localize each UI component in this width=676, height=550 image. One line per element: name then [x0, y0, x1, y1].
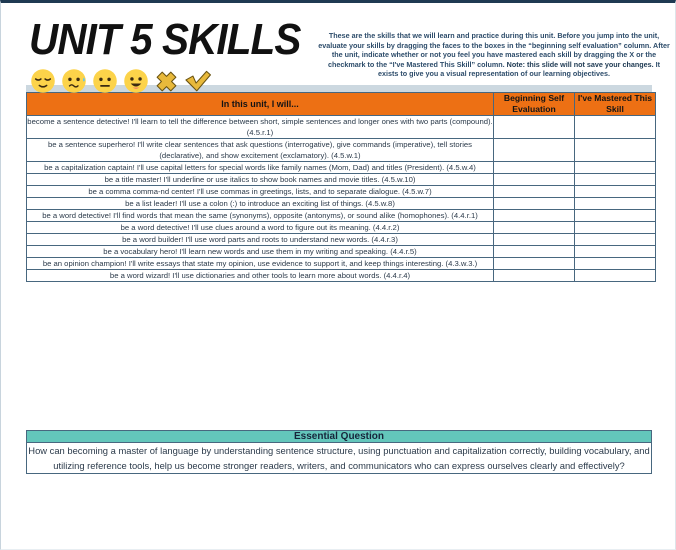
mastered-skill-dropzone[interactable] [575, 246, 656, 258]
skill-description-cell: be a sentence superhero! I'll write clear sentences that ask questions (interrogative), give commands (imperative), tell stories (declarative), and show excitement (exclamatory). (4.5.w.1) [27, 139, 494, 162]
table-row [27, 234, 656, 246]
x-mark-icon[interactable] [154, 69, 179, 94]
table-row [27, 222, 656, 234]
beginning-self-evaluation-dropzone[interactable] [494, 174, 575, 186]
face-neutral-icon[interactable] [92, 68, 118, 94]
mastered-skill-dropzone[interactable] [575, 139, 656, 162]
skills-table [26, 92, 656, 282]
table-row [27, 258, 656, 270]
mastered-skill-dropzone[interactable] [575, 162, 656, 174]
skill-description-cell: be a vocabulary hero! I'll learn new words and use them in my writing and speaking. (4.4.r.5) [27, 246, 494, 258]
table-row [27, 116, 656, 139]
beginning-self-evaluation-dropzone[interactable] [494, 210, 575, 222]
essential-question-heading: Essential Question [27, 431, 652, 443]
intro-part-1: These are the skills that we will learn and practice during this unit. Before you jump into the unit, evaluate your skills by dragging the faces to the boxes in the “beginning self evaluation” column. After the unit, indicate whether or not you feel you have mastered each skill by dragging the X or the checkmark to the “I've Mastered This Skill” column. [318, 31, 670, 69]
skill-description-cell: be a list leader! I'll use a colon (:) to introduce an exciting list of things. (4.5.w.8) [27, 198, 494, 210]
beginning-self-evaluation-dropzone[interactable] [494, 198, 575, 210]
skill-description-cell: become a sentence detective! I'll learn to tell the difference between short, simple sentences and longer ones with two parts (compound). (4.5.r.1) [27, 117, 493, 137]
table-row [27, 139, 656, 162]
beginning-self-evaluation-dropzone[interactable] [494, 186, 575, 198]
beginning-self-evaluation-dropzone[interactable] [494, 258, 575, 270]
table-header-row [27, 93, 656, 116]
skill-description-cell: be a capitalization captain! I'll use capital letters for special words like family names (Mom, Dad) and titles (President). (4.5.w.4) [27, 162, 494, 174]
essential-question-heading-row [27, 431, 652, 443]
skill-description-cell: be a title master! I'll underline or use italics to show book names and movie titles. (4.5.w.10) [27, 174, 494, 186]
beginning-self-evaluation-dropzone[interactable] [494, 270, 575, 282]
essential-question-text: How can becoming a master of language by understanding sentence structure, using punctuation and capitalization correctly, building vocabulary, and utilizing reference tools, help us become stronger readers, writers, and communicators who can express ourselves clearly and effectively? [27, 443, 652, 474]
mastered-skill-dropzone[interactable] [575, 186, 656, 198]
face-grinning-icon[interactable] [123, 68, 149, 94]
mastered-skill-dropzone[interactable] [575, 174, 656, 186]
skill-description-cell: be an opinion champion! I'll write essays that state my opinion, use evidence to support it, and keep things interesting. (4.3.w.3.) [27, 258, 494, 270]
draggable-token-tray [30, 67, 212, 95]
table-row [27, 162, 656, 174]
mastered-skill-dropzone[interactable] [575, 258, 656, 270]
essential-question-body-row [27, 443, 652, 474]
intro-part-2: It exists to give you a visual representation of our learning objectives. [377, 59, 661, 79]
mastered-skill-dropzone[interactable] [575, 270, 656, 282]
page-title: UNIT 5 SKILLS [29, 15, 301, 64]
beginning-self-evaluation-dropzone[interactable] [494, 139, 575, 162]
beginning-self-evaluation-dropzone[interactable] [494, 246, 575, 258]
column-header-beginning-self-evaluation: Beginning Self Evaluation [494, 93, 575, 116]
beginning-self-evaluation-dropzone[interactable] [494, 116, 575, 139]
mastered-skill-dropzone[interactable] [575, 222, 656, 234]
check-mark-icon[interactable] [184, 69, 212, 94]
column-header-ive-mastered-this-skill: I've Mastered This Skill [575, 93, 656, 116]
mastered-skill-dropzone[interactable] [575, 198, 656, 210]
essential-question-table [26, 430, 652, 474]
face-worried-sweat-icon[interactable] [61, 68, 87, 94]
skill-description-cell: be a word wizard! I'll use dictionaries and other tools to learn more about words. (4.4.r.4) [27, 270, 494, 282]
table-row [27, 246, 656, 258]
intro-bold-note: Note: this slide will not save your changes. [506, 59, 654, 69]
mastered-skill-dropzone[interactable] [575, 116, 656, 139]
beginning-self-evaluation-dropzone[interactable] [494, 222, 575, 234]
table-row [27, 174, 656, 186]
skill-description-cell: be a comma comma-nd center! I'll use commas in greetings, lists, and to separate dialogue. (4.5.w.7) [27, 186, 494, 198]
column-header-skill: In this unit, I will... [27, 93, 494, 116]
mastered-skill-dropzone[interactable] [575, 234, 656, 246]
skills-table-body [27, 116, 656, 282]
table-row [27, 198, 656, 210]
skill-description-cell: be a word builder! I'll use word parts and roots to understand new words. (4.4.r.3) [27, 234, 494, 246]
table-row [27, 210, 656, 222]
intro-instructions [317, 31, 671, 79]
skills-table-head [27, 93, 656, 116]
skill-description-cell: be a word detective! I'll use clues around a word to figure out its meaning. (4.4.r.2) [27, 222, 494, 234]
table-row [27, 270, 656, 282]
mastered-skill-dropzone[interactable] [575, 210, 656, 222]
beginning-self-evaluation-dropzone[interactable] [494, 234, 575, 246]
face-sleepy-icon[interactable] [30, 68, 56, 94]
skill-description-cell: be a word detective! I'll find words that mean the same (synonyms), opposite (antonyms), or sound alike (homophones). (4.4.r.1) [27, 210, 494, 222]
table-row [27, 186, 656, 198]
beginning-self-evaluation-dropzone[interactable] [494, 162, 575, 174]
